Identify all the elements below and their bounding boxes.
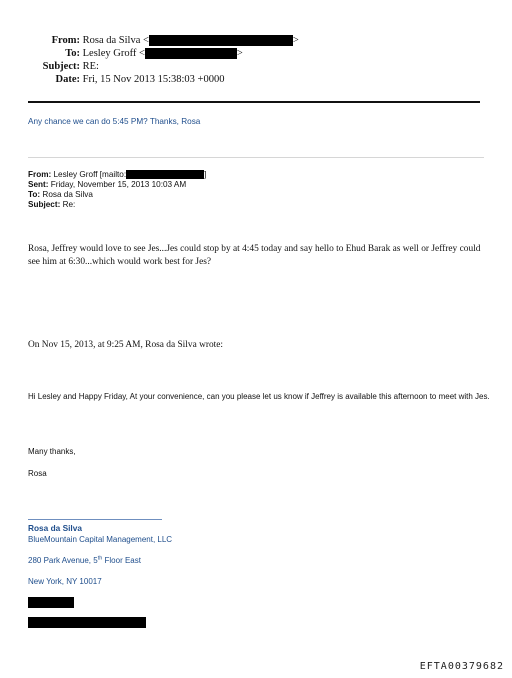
quoted-to-value: Rosa da Silva: [40, 190, 93, 199]
header-from-close: >: [292, 35, 299, 46]
header-subject-value: RE:: [82, 61, 99, 72]
quoted-sent-row: [28, 180, 186, 190]
quoted-from-row: [28, 170, 206, 180]
signature-divider: [28, 519, 162, 520]
quoted-to-label: To:: [28, 190, 41, 199]
quoted-divider: [28, 157, 484, 158]
redaction-bar: [126, 170, 207, 179]
quoted-from-close: ]: [204, 170, 207, 179]
header-date-value: Fri, 15 Nov 2013 15:38:03 +0000: [82, 74, 225, 85]
quoted-from-label: From:: [28, 170, 52, 179]
quoted-to-row: [28, 190, 93, 200]
signature-address-pre: 280 Park Avenue, 5: [28, 556, 98, 565]
header-from-label: From:: [51, 35, 80, 46]
signature-address-sup: th: [97, 555, 103, 562]
quoted-subject-label: Subject:: [28, 200, 61, 209]
header-divider: [28, 101, 480, 103]
signature-address: [28, 556, 141, 565]
signature-company: BlueMountain Capital Management, LLC: [28, 535, 173, 544]
header-from-row: [24, 34, 299, 47]
document-id: EFTA00379682: [419, 661, 504, 672]
quoted-sent-label: Sent:: [28, 180, 49, 189]
earlier-message-sign: Rosa: [28, 469, 47, 478]
header-to-close: >: [236, 48, 243, 59]
earlier-message-paragraph: Hi Lesley and Happy Friday, At your convenience, can you please let us know if Jeffrey is available this afternoon to meet with Jes.: [28, 392, 490, 401]
header-to-value: Lesley Groff <: [82, 48, 145, 59]
quoted-subject-row: [28, 200, 75, 210]
signature-address-post: Floor East: [102, 556, 141, 565]
signature-city: New York, NY 10017: [28, 577, 102, 586]
quoted-from-value: Lesley Groff [mailto:: [51, 170, 127, 179]
redaction-bar: [145, 48, 237, 59]
header-date-label: Date:: [55, 74, 80, 85]
quoted-subject-value: Re:: [60, 200, 76, 209]
quoted-sent-value: Friday, November 15, 2013 10:03 AM: [48, 180, 187, 189]
header-date-row: [24, 73, 224, 86]
message-body-paragraph: Rosa, Jeffrey would love to see Jes...Jes could stop by at 4:45 today and say hello to Ehud Barak as well or Jeffrey could see him at 6:30...which would work best for Jes?: [28, 244, 481, 267]
reply-text: Any chance we can do 5:45 PM? Thanks, Rosa: [28, 117, 201, 126]
header-to-row: [24, 47, 243, 60]
earlier-message-closing: Many thanks,: [28, 447, 76, 456]
header-subject-label: Subject:: [42, 61, 80, 72]
header-subject-row: [24, 60, 99, 73]
header-from-value: Rosa da Silva <: [82, 35, 149, 46]
redaction-bar: [28, 617, 146, 628]
header-to-label: To:: [65, 48, 80, 59]
signature-name: Rosa da Silva: [28, 523, 82, 533]
redaction-bar: [28, 597, 74, 608]
redaction-bar: [149, 35, 293, 46]
earlier-message-intro: On Nov 15, 2013, at 9:25 AM, Rosa da Silva wrote:: [28, 340, 224, 350]
